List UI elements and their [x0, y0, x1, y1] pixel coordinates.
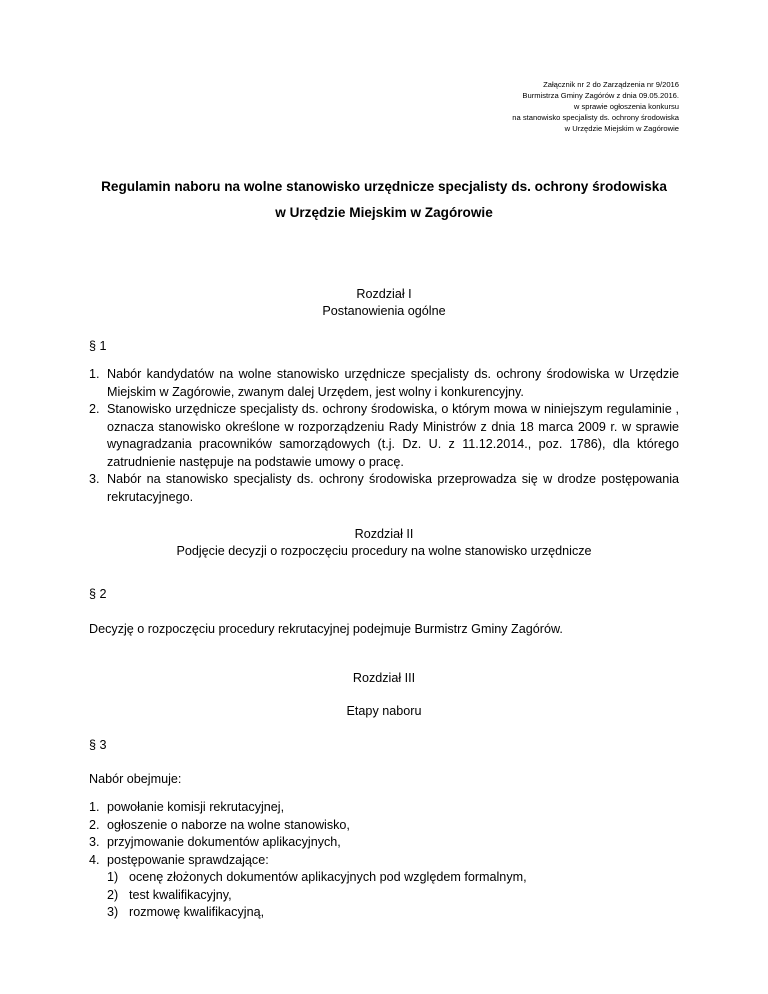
sublist-item-text: rozmowę kwalifikacyjną, — [129, 905, 265, 919]
chapter2-heading: Rozdział II — [354, 527, 414, 541]
list-item-text: Nabór kandydatów na wolne stanowisko urzędnicze specjalisty ds. ochrony środowiska w Urzędzie Miejskim w Zagórowie, zwanym dalej Urzędem, jest wolny i konkurencyjny. — [107, 367, 679, 399]
chapter1-heading: Rozdział I — [356, 287, 412, 301]
list-item-number: 1. — [89, 367, 100, 381]
list-item-text: Stanowisko urzędnicze specjalisty ds. ochrony środowiska, o którym mowa w niniejszym regulaminie , oznacza stanowisko określone w rozporządzeniu Rady Ministrów z dnia 18 marca 2009 r. w sprawie wynagradzania pracowników samorządowych (t.j. Dz. U. z 11.12.2014., poz. 1786), dla którego zatrudnienie następuje na podstawie umowy o pracę. — [107, 402, 679, 469]
annex-line: Burmistrza Gminy Zagórów z dnia 09.05.2016. — [522, 91, 679, 100]
list-item-text: powołanie komisji rekrutacyjnej, — [107, 800, 285, 814]
list-item — [89, 471, 679, 506]
list-item-number: 2. — [89, 817, 100, 832]
sublist-item-number: 1) — [107, 870, 119, 884]
list-item-text: postępowanie sprawdzające: — [107, 852, 269, 867]
list-item-text: Nabór na stanowisko specjalisty ds. ochrony środowiska przeprowadza się w drodze postępowania rekrutacyjnego. — [107, 472, 679, 504]
document-title-line2: w Urzędzie Miejskim w Zagórowie — [275, 205, 493, 220]
sublist-item-number: 3) — [107, 905, 119, 919]
sublist-item — [107, 887, 689, 905]
list-item — [89, 799, 689, 817]
list-item — [89, 366, 679, 401]
document-title-line1: Regulamin naboru na wolne stanowisko urzędnicze specjalisty ds. ochrony środowiska — [101, 179, 667, 194]
sublist-item-text: test kwalifikacyjny, — [129, 887, 232, 902]
annex-line: w Urzędzie Miejskim w Zagórowie — [564, 124, 679, 133]
list-item — [89, 401, 679, 471]
list-item — [89, 817, 689, 835]
annex-line: na stanowisko specjalisty ds. ochrony środowiska — [512, 113, 679, 122]
annex-header — [512, 79, 679, 134]
chapter3-subtitle: Etapy naboru — [346, 704, 422, 718]
annex-line: w sprawie ogłoszenia konkursu — [573, 102, 679, 111]
sublist-item — [107, 904, 689, 922]
chapter2-subtitle: Podjęcie decyzji o rozpoczęciu procedury na wolne stanowisko urzędnicze — [176, 544, 592, 558]
list-item — [89, 852, 689, 922]
sublist-item-number: 2) — [107, 887, 119, 902]
list-item-number: 2. — [89, 402, 100, 416]
list-item-number: 3. — [89, 835, 100, 849]
list-item-number: 4. — [89, 852, 100, 867]
sublist-item-text: ocenę złożonych dokumentów aplikacyjnych pod względem formalnym, — [129, 870, 527, 884]
section-3-mark: § 3 — [89, 738, 107, 752]
chapter1-list — [89, 366, 679, 506]
chapter3-heading: Rozdział III — [352, 671, 416, 685]
section-1-mark: § 1 — [89, 339, 107, 353]
list-item-number: 1. — [89, 800, 100, 814]
sublist — [107, 869, 689, 922]
section-3-intro: Nabór obejmuje: — [89, 772, 182, 786]
section-2-text: Decyzję o rozpoczęciu procedury rekrutacyjnej podejmuje Burmistrz Gminy Zagórów. — [89, 622, 563, 636]
list-item-text: przyjmowanie dokumentów aplikacyjnych, — [107, 835, 341, 849]
chapter3-list — [89, 799, 689, 922]
list-item-text: ogłoszenie o naborze na wolne stanowisko, — [107, 817, 350, 832]
annex-line: Załącznik nr 2 do Zarządzenia nr 9/2016 — [543, 80, 679, 89]
sublist-item — [107, 869, 689, 887]
list-item-number: 3. — [89, 472, 100, 486]
chapter1-subtitle: Postanowienia ogólne — [322, 304, 446, 318]
list-item — [89, 834, 689, 852]
section-2-mark: § 2 — [89, 587, 107, 601]
